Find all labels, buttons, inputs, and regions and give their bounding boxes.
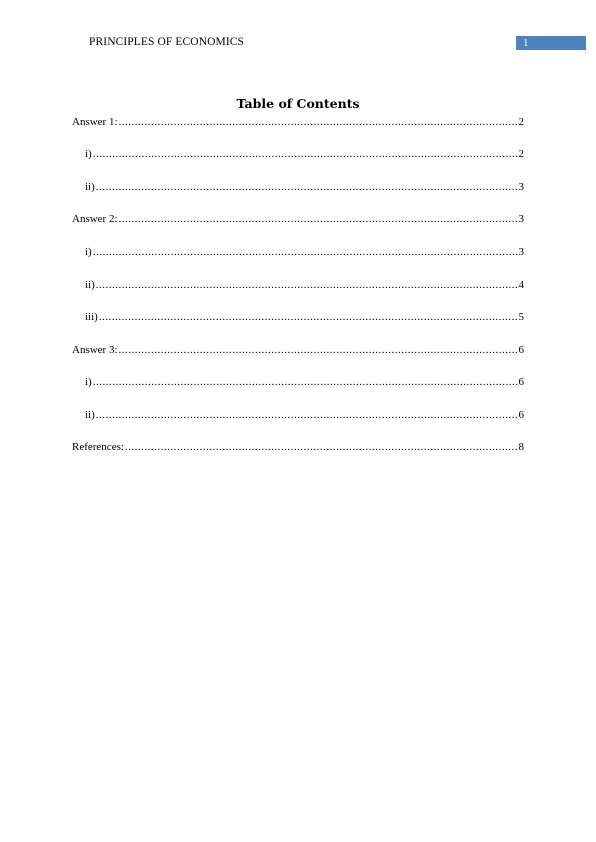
toc-heading: Table of Contents	[236, 96, 360, 111]
toc-entry-page: 3	[518, 246, 524, 258]
toc-entry-answer-1-i[interactable]	[72, 146, 524, 162]
page-number: 1	[523, 37, 529, 49]
toc-entry-page: 8	[518, 441, 524, 453]
toc-entry-answer-2-ii[interactable]	[72, 277, 524, 293]
toc-entry-page: 5	[518, 311, 524, 323]
toc-entry-answer-3-ii[interactable]	[72, 407, 524, 423]
dot-leader	[96, 179, 518, 195]
toc-entry-label: References:	[72, 441, 124, 453]
toc-entry-label: iii)	[85, 311, 98, 323]
toc-entry-page: 2	[518, 116, 524, 128]
toc-entry-page: 4	[518, 279, 524, 291]
dot-leader	[119, 114, 518, 130]
toc-entry-label: i)	[85, 376, 92, 388]
toc-entry-page: 3	[518, 213, 524, 225]
page-number-badge	[516, 36, 586, 50]
dot-leader	[125, 439, 518, 455]
toc-entry-label: i)	[85, 148, 92, 160]
toc-entry-page: 3	[518, 181, 524, 193]
toc-entry-page: 6	[518, 409, 524, 421]
toc-entry-answer-2[interactable]	[72, 211, 524, 227]
toc-entry-answer-3-i[interactable]	[72, 374, 524, 390]
toc-entry-answer-3[interactable]	[72, 342, 524, 358]
table-of-contents	[72, 114, 524, 455]
dot-leader	[96, 407, 518, 423]
dot-leader	[119, 211, 518, 227]
toc-entry-references[interactable]	[72, 439, 524, 455]
running-header-title: PRINCIPLES OF ECONOMICS	[89, 36, 245, 48]
toc-entry-answer-1[interactable]	[72, 114, 524, 130]
toc-entry-label: i)	[85, 246, 92, 258]
dot-leader	[119, 342, 518, 358]
toc-entry-page: 6	[518, 344, 524, 356]
dot-leader	[93, 146, 518, 162]
toc-entry-label: Answer 1:	[72, 116, 118, 128]
toc-entry-label: ii)	[85, 409, 95, 421]
dot-leader	[93, 244, 518, 260]
toc-entry-page: 2	[518, 148, 524, 160]
toc-entry-label: ii)	[85, 279, 95, 291]
toc-entry-label: ii)	[85, 181, 95, 193]
dot-leader	[93, 374, 518, 390]
toc-entry-page: 6	[518, 376, 524, 388]
dot-leader	[99, 309, 518, 325]
toc-entry-answer-2-iii[interactable]	[72, 309, 524, 325]
toc-entry-answer-1-ii[interactable]	[72, 179, 524, 195]
toc-entry-label: Answer 2:	[72, 213, 118, 225]
dot-leader	[96, 277, 518, 293]
toc-entry-label: Answer 3:	[72, 344, 118, 356]
toc-entry-answer-2-i[interactable]	[72, 244, 524, 260]
